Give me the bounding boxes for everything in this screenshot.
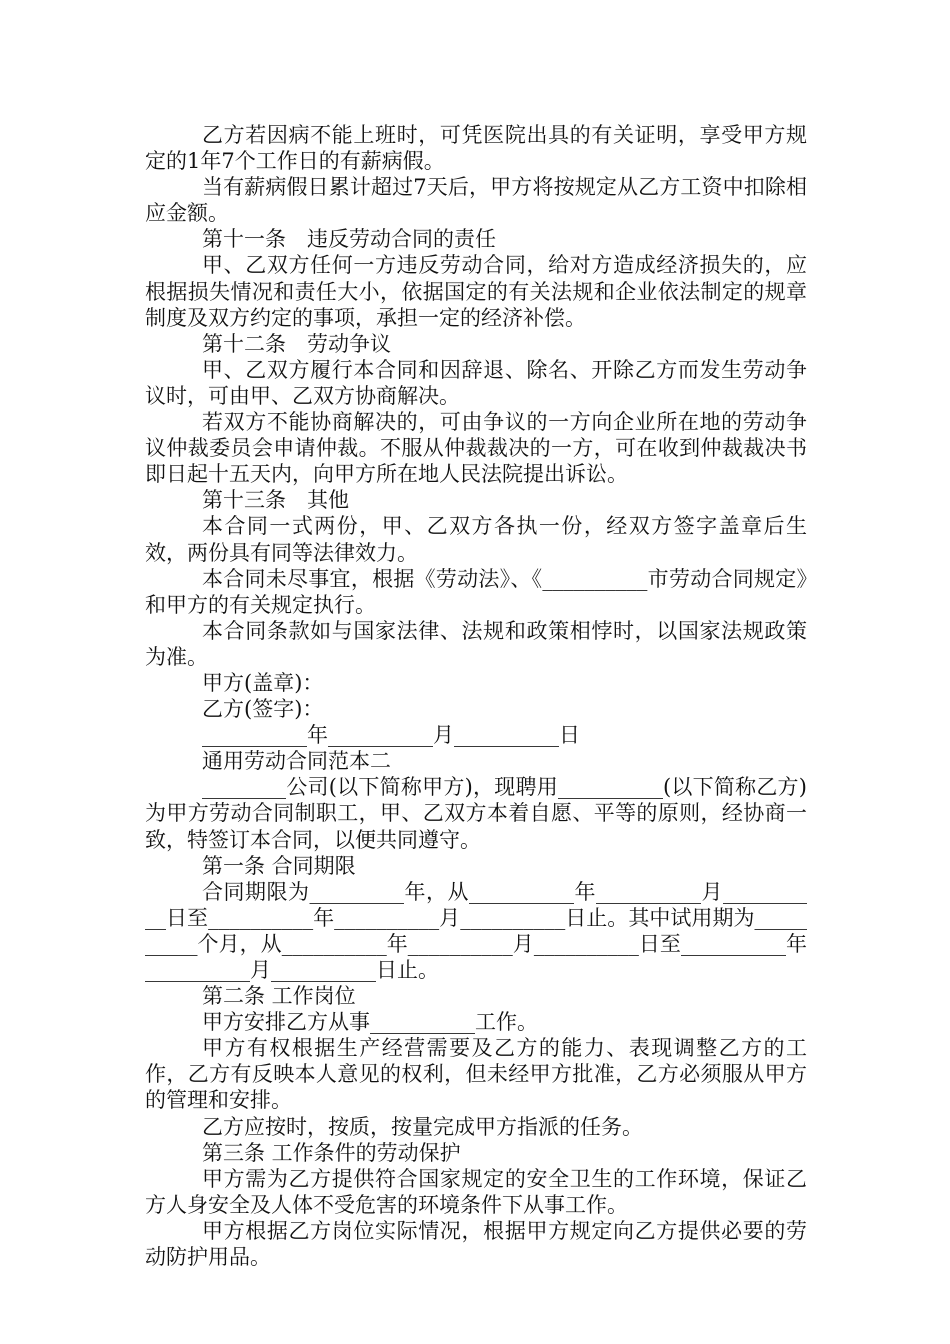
paragraph-breach-liability: 甲、乙双方任何一方违反劳动合同，给对方造成经济损失的，应根据损失情况和责任大小，依据国定的有关法规和企业依法制定的规章制度及双方约定的事项，承担一定的经济补偿。	[145, 253, 807, 330]
paragraph-dispute-arbitration: 若双方不能协商解决的，可由争议的一方向企业所在地的劳动争议仲裁委员会申请仲裁。不服从仲裁裁决的一方，可在收到仲裁裁决书即日起十五天内，向甲方所在地人民法院提出诉讼。	[145, 410, 807, 487]
article-2-heading: 第二条 工作岗位	[202, 984, 356, 1009]
paragraph-protective-equipment: 甲方根据乙方岗位实际情况，根据甲方规定向乙方提供必要的劳动防护用品。	[145, 1218, 807, 1270]
paragraph-sick-leave: 乙方若因病不能上班时，可凭医院出具的有关证明，享受甲方规定的1年7个工作日的有薪病假。	[145, 123, 807, 174]
paragraph-job-assignment: 甲方安排乙方从事__________工作。	[202, 1010, 538, 1035]
article-3-heading: 第三条 工作条件的劳动保护	[202, 1140, 461, 1165]
paragraph-contract-term: 合同期限为_________年，从__________年__________月__________日至__________年__________月__________日止。其中试用期为__________个月，从__________年__________月__________日至__________年__________月__________日止。	[145, 879, 807, 982]
paragraph-conflict-with-law: 本合同条款如与国家法律、法规和政策相悖时，以国家法规政策为准。	[145, 618, 807, 669]
paragraph-preamble: ________公司(以下简称甲方)，现聘用__________(以下简称乙方)为甲方劳动合同制职工，甲、乙双方本着自愿、平等的原则，经协商一致，特签订本合同，以便共同遵守。	[145, 775, 807, 852]
paragraph-job-adjustment: 甲方有权根据生产经营需要及乙方的能力、表现调整乙方的工作，乙方有反映本人意见的权利，但未经甲方批准，乙方必须服从甲方的管理和安排。	[145, 1036, 807, 1113]
paragraph-sick-leave-deduction: 当有薪病假日累计超过7天后，甲方将按规定从乙方工资中扣除相应金额。	[145, 175, 807, 226]
article-11-heading: 第十一条 违反劳动合同的责任	[202, 227, 496, 252]
document-body	[145, 122, 807, 1270]
article-13-heading: 第十三条 其他	[202, 488, 349, 513]
paragraph-dispute-negotiation: 甲、乙双方履行本合同和因辞退、除名、开除乙方而发生劳动争议时，可由甲、乙双方协商解决。	[145, 357, 807, 408]
article-1-heading: 第一条 合同期限	[202, 853, 356, 878]
article-12-heading: 第十二条 劳动争议	[202, 331, 391, 356]
signing-date-line: __________年__________月__________日	[202, 723, 580, 748]
paragraph-copies: 本合同一式两份，甲、乙双方各执一份，经双方签字盖章后生效，两份具有同等法律效力。	[145, 514, 807, 565]
template-two-title: 通用劳动合同范本二	[202, 749, 391, 774]
paragraph-work-environment: 甲方需为乙方提供符合国家规定的安全卫生的工作环境，保证乙方人身安全及人体不受危害的环境条件下从事工作。	[145, 1166, 807, 1217]
paragraph-unaddressed-matters: 本合同未尽事宜，根据《劳动法》、《__________市劳动合同规定》和甲方的有关规定执行。	[145, 566, 807, 617]
party-b-signature-line: 乙方(签字)：	[202, 697, 324, 722]
paragraph-task-completion: 乙方应按时，按质，按量完成甲方指派的任务。	[202, 1114, 643, 1139]
party-a-seal-line: 甲方(盖章)：	[202, 670, 324, 695]
